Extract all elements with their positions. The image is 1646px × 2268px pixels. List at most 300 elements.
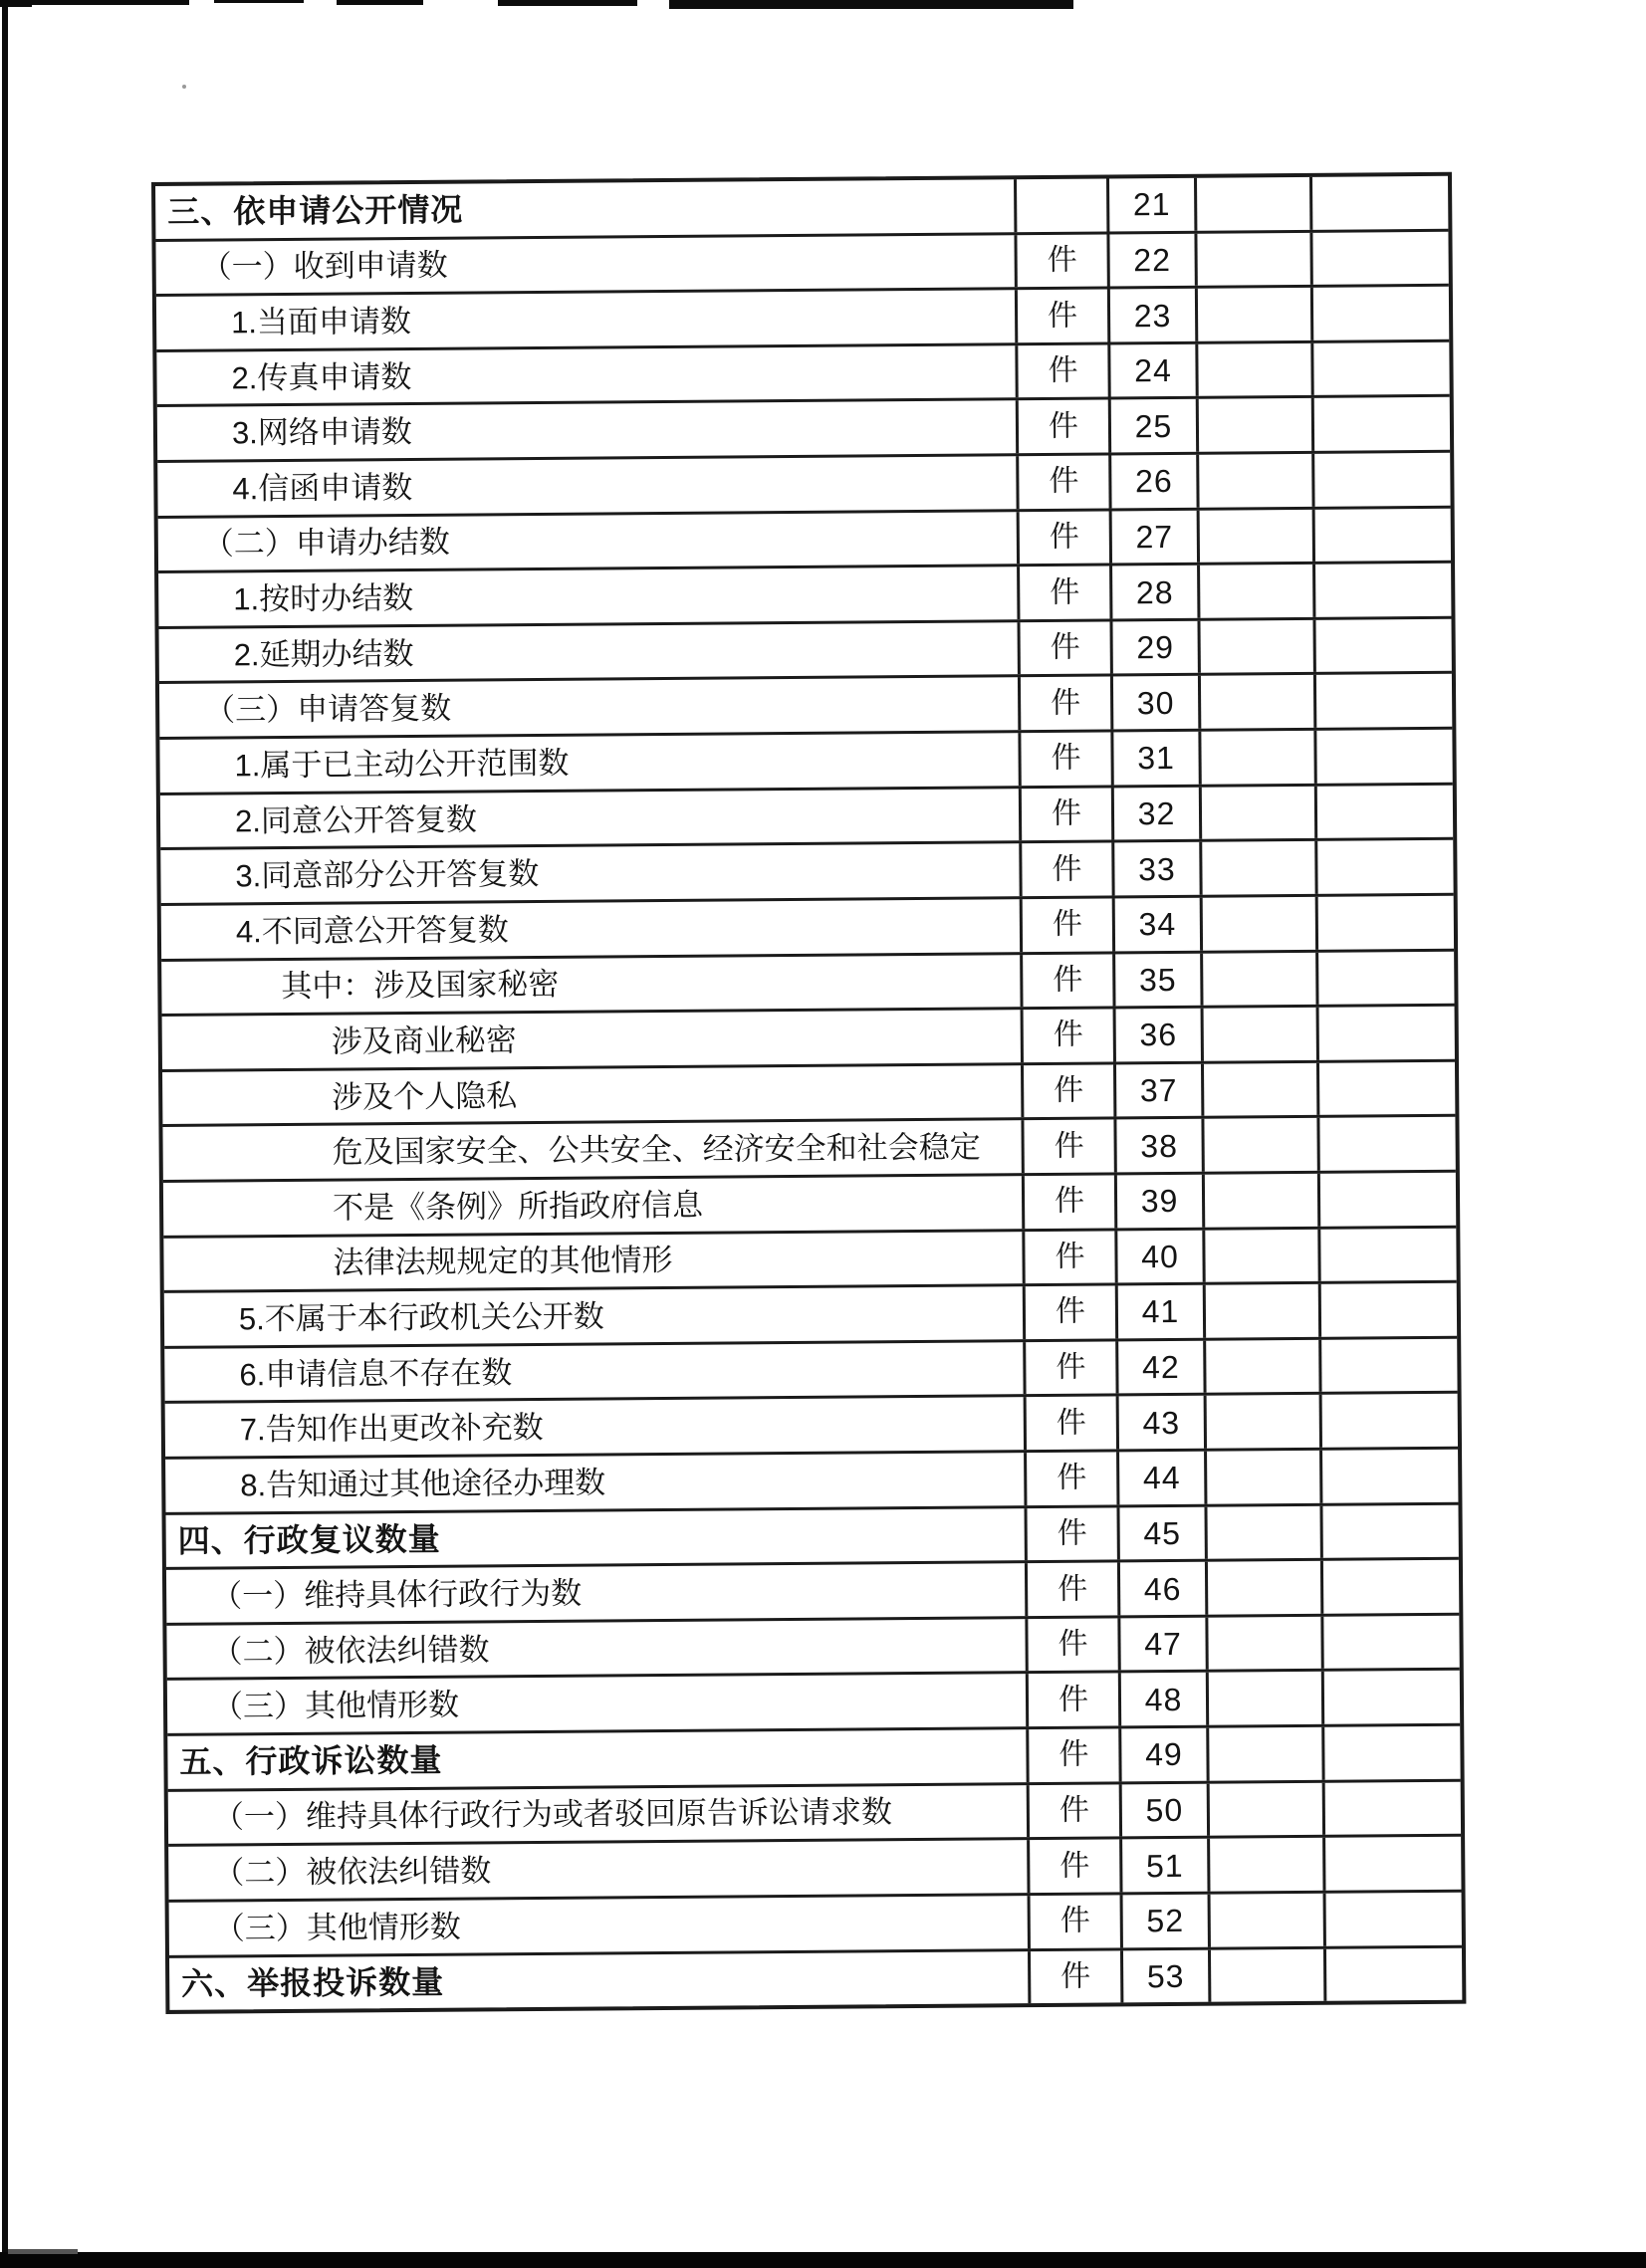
row-index-cell bbox=[1110, 289, 1198, 341]
table-row bbox=[160, 785, 1453, 850]
row-label-cell bbox=[166, 1508, 1028, 1567]
row-empty-cell-2 bbox=[1313, 287, 1449, 340]
row-empty-cell-1 bbox=[1200, 565, 1315, 618]
row-index-cell bbox=[1110, 344, 1198, 397]
row-index-cell bbox=[1122, 1783, 1210, 1836]
row-unit-cell bbox=[1024, 1120, 1116, 1173]
row-index: 23 bbox=[1133, 297, 1172, 334]
row-index-cell bbox=[1117, 1230, 1205, 1282]
row-label: 2.同意公开答复数 bbox=[234, 800, 478, 838]
row-label-cell bbox=[164, 1342, 1026, 1401]
row-empty-cell-1 bbox=[1200, 509, 1315, 563]
row-index: 34 bbox=[1138, 906, 1177, 943]
row-index-cell bbox=[1120, 1618, 1208, 1671]
row-label: 3.网络申请数 bbox=[231, 414, 412, 451]
table-row bbox=[156, 342, 1449, 408]
row-unit-cell bbox=[1028, 1618, 1120, 1671]
row-empty-cell-2 bbox=[1313, 342, 1449, 396]
row-index-cell bbox=[1120, 1562, 1208, 1615]
row-index: 44 bbox=[1142, 1460, 1181, 1496]
statistics-table bbox=[151, 172, 1466, 2014]
row-unit-cell bbox=[1019, 455, 1111, 508]
row-label: 3.同意部分公开答复数 bbox=[235, 856, 540, 894]
row-index-cell bbox=[1118, 1285, 1206, 1338]
row-empty-cell-1 bbox=[1198, 343, 1313, 397]
row-unit-cell bbox=[1022, 843, 1114, 896]
row-empty-cell-2 bbox=[1316, 674, 1452, 728]
scan-artifact-top-band bbox=[669, 0, 1073, 9]
row-label: 1.属于已主动公开范围数 bbox=[234, 745, 570, 784]
row-unit-cell bbox=[1027, 1452, 1119, 1504]
row-label-cell bbox=[156, 345, 1018, 404]
row-empty-cell-1 bbox=[1202, 787, 1317, 840]
row-empty-cell-2 bbox=[1320, 1228, 1456, 1281]
table-row bbox=[160, 840, 1453, 906]
table-row bbox=[169, 1893, 1462, 1958]
row-index-cell bbox=[1112, 510, 1200, 563]
row-index: 30 bbox=[1136, 684, 1175, 722]
row-empty-cell-1 bbox=[1205, 1174, 1320, 1228]
row-index: 51 bbox=[1145, 1847, 1184, 1884]
row-unit: 件 bbox=[1059, 1849, 1090, 1883]
row-unit-cell bbox=[1026, 1286, 1118, 1339]
row-empty-cell-1 bbox=[1211, 1948, 1326, 2002]
row-index-cell bbox=[1122, 1839, 1210, 1892]
row-unit: 件 bbox=[1060, 1959, 1091, 1993]
row-unit-cell bbox=[1029, 1728, 1121, 1781]
row-empty-cell-1 bbox=[1208, 1561, 1323, 1615]
row-unit: 件 bbox=[1058, 1738, 1089, 1772]
table-row bbox=[155, 176, 1448, 242]
row-label: （一）维持具体行政行为或者驳回原告诉讼请求数 bbox=[212, 1794, 893, 1836]
row-index: 26 bbox=[1134, 463, 1173, 500]
row-empty-cell-1 bbox=[1204, 1008, 1319, 1061]
row-index-cell bbox=[1123, 1949, 1211, 2002]
row-empty-cell-2 bbox=[1319, 1117, 1455, 1171]
row-label: 不是《条例》所指政府信息 bbox=[332, 1187, 704, 1226]
row-index: 41 bbox=[1141, 1293, 1180, 1330]
row-index: 36 bbox=[1139, 1017, 1178, 1053]
row-empty-cell-1 bbox=[1199, 398, 1314, 452]
row-unit: 件 bbox=[1055, 1295, 1086, 1329]
row-label: 涉及个人隐私 bbox=[332, 1077, 518, 1115]
row-index: 52 bbox=[1146, 1903, 1185, 1939]
table-row bbox=[157, 453, 1450, 519]
row-index-cell bbox=[1112, 566, 1200, 618]
row-label-cell bbox=[155, 179, 1017, 238]
table-row bbox=[162, 1117, 1455, 1183]
row-index: 40 bbox=[1141, 1238, 1179, 1275]
row-unit-cell bbox=[1027, 1507, 1119, 1560]
row-index-cell bbox=[1115, 898, 1203, 951]
row-unit-cell bbox=[1018, 290, 1110, 342]
table-row bbox=[159, 730, 1452, 795]
row-label-cell bbox=[162, 1121, 1024, 1180]
table-row bbox=[159, 674, 1452, 740]
row-unit: 件 bbox=[1051, 686, 1081, 720]
row-unit-cell bbox=[1029, 1674, 1121, 1726]
table-row bbox=[167, 1726, 1460, 1792]
row-index: 49 bbox=[1144, 1736, 1183, 1773]
row-label-cell bbox=[160, 789, 1022, 847]
row-empty-cell-2 bbox=[1317, 840, 1453, 894]
row-empty-cell-2 bbox=[1324, 1726, 1460, 1780]
row-label-cell bbox=[163, 1176, 1025, 1235]
row-label: （一）收到申请数 bbox=[200, 248, 448, 286]
scan-artifact-bottom-bar bbox=[0, 2252, 1646, 2268]
row-label-cell bbox=[157, 456, 1019, 515]
row-index: 45 bbox=[1143, 1514, 1182, 1552]
row-label-cell bbox=[155, 235, 1017, 294]
row-label-cell bbox=[157, 401, 1019, 460]
scan-artifact-top-band bbox=[498, 0, 637, 6]
table-row bbox=[164, 1339, 1457, 1405]
row-index-cell bbox=[1111, 399, 1199, 452]
row-label-cell bbox=[169, 1951, 1031, 2010]
row-empty-cell-1 bbox=[1201, 731, 1316, 785]
row-label: 涉及商业秘密 bbox=[331, 1022, 517, 1059]
row-empty-cell-1 bbox=[1210, 1838, 1325, 1892]
row-index: 42 bbox=[1141, 1349, 1180, 1386]
row-empty-cell-2 bbox=[1322, 1504, 1458, 1558]
row-empty-cell-2 bbox=[1323, 1616, 1459, 1670]
row-label: 2.延期办结数 bbox=[233, 635, 414, 673]
row-unit-cell bbox=[1025, 1175, 1117, 1228]
row-unit: 件 bbox=[1058, 1627, 1088, 1662]
row-unit-cell bbox=[1030, 1784, 1122, 1837]
row-unit-cell bbox=[1024, 1010, 1116, 1062]
row-empty-cell-1 bbox=[1201, 675, 1316, 729]
row-empty-cell-1 bbox=[1207, 1505, 1322, 1559]
row-empty-cell-1 bbox=[1203, 897, 1318, 951]
row-label: （三）其他情形数 bbox=[211, 1687, 460, 1724]
row-unit-cell bbox=[1031, 1950, 1123, 2003]
row-empty-cell-2 bbox=[1314, 397, 1450, 451]
table-row bbox=[165, 1394, 1458, 1460]
row-unit: 件 bbox=[1057, 1516, 1087, 1550]
row-label-cell bbox=[162, 1010, 1024, 1068]
row-unit-cell bbox=[1022, 788, 1114, 840]
row-empty-cell-2 bbox=[1326, 1893, 1462, 1946]
row-label-cell bbox=[169, 1896, 1031, 1954]
row-unit: 件 bbox=[1057, 1461, 1087, 1495]
row-empty-cell-2 bbox=[1320, 1173, 1456, 1227]
row-label: 五、行政诉讼数量 bbox=[179, 1742, 443, 1781]
row-empty-cell-2 bbox=[1315, 508, 1451, 562]
row-label-cell bbox=[163, 1232, 1025, 1290]
row-unit-cell bbox=[1023, 898, 1115, 951]
row-index-cell bbox=[1117, 1175, 1205, 1228]
row-unit-cell bbox=[1019, 400, 1111, 453]
table-row bbox=[156, 287, 1449, 352]
row-index-cell bbox=[1115, 953, 1203, 1006]
row-unit: 件 bbox=[1059, 1904, 1090, 1938]
row-unit-cell bbox=[1021, 677, 1113, 730]
row-empty-cell-2 bbox=[1326, 1947, 1462, 2001]
table-row bbox=[161, 896, 1454, 962]
row-unit: 件 bbox=[1047, 299, 1078, 333]
row-label: 5.不属于本行政机关公开数 bbox=[238, 1298, 604, 1337]
row-empty-cell-1 bbox=[1209, 1672, 1324, 1725]
row-label-cell bbox=[159, 733, 1021, 792]
row-label: 8.告知通过其他途径办理数 bbox=[240, 1465, 606, 1503]
table-row bbox=[166, 1560, 1459, 1626]
row-unit: 件 bbox=[1058, 1793, 1090, 1827]
row-index-cell bbox=[1114, 787, 1202, 839]
row-unit: 件 bbox=[1056, 1350, 1086, 1384]
row-unit: 件 bbox=[1047, 243, 1077, 277]
row-empty-cell-1 bbox=[1206, 1284, 1321, 1338]
row-unit: 件 bbox=[1054, 1073, 1084, 1107]
row-index: 25 bbox=[1134, 407, 1173, 444]
row-index-cell bbox=[1121, 1728, 1209, 1781]
row-empty-cell-2 bbox=[1325, 1837, 1461, 1891]
row-label: 1.按时办结数 bbox=[233, 580, 414, 617]
row-empty-cell-1 bbox=[1202, 841, 1317, 895]
row-label: 四、行政复议数量 bbox=[177, 1520, 441, 1559]
row-empty-cell-2 bbox=[1315, 619, 1451, 673]
table-row bbox=[163, 1173, 1456, 1239]
row-empty-cell-1 bbox=[1204, 1118, 1319, 1172]
row-unit: 件 bbox=[1049, 520, 1079, 554]
row-index-cell bbox=[1116, 1009, 1204, 1061]
row-unit-cell bbox=[1020, 567, 1112, 619]
row-empty-cell-1 bbox=[1197, 232, 1312, 286]
row-label-cell bbox=[162, 1065, 1024, 1124]
row-index-cell bbox=[1123, 1895, 1211, 1947]
row-unit-cell bbox=[1017, 178, 1109, 231]
row-index-cell bbox=[1121, 1673, 1209, 1725]
row-empty-cell-2 bbox=[1321, 1339, 1457, 1393]
table-row bbox=[166, 1504, 1459, 1570]
row-empty-cell-1 bbox=[1210, 1782, 1325, 1836]
row-label-cell bbox=[158, 512, 1020, 570]
row-index: 46 bbox=[1143, 1570, 1182, 1607]
table-row bbox=[165, 1450, 1458, 1515]
row-index: 50 bbox=[1145, 1791, 1184, 1829]
row-unit-cell bbox=[1018, 344, 1110, 397]
row-index: 29 bbox=[1136, 629, 1175, 666]
row-index: 35 bbox=[1138, 961, 1177, 999]
row-empty-cell-2 bbox=[1316, 730, 1452, 784]
row-unit: 件 bbox=[1054, 1184, 1085, 1219]
row-label: 危及国家安全、公共安全、经济安全和社会稳定 bbox=[332, 1129, 981, 1170]
row-empty-cell-1 bbox=[1206, 1340, 1321, 1394]
row-index: 33 bbox=[1138, 850, 1176, 887]
row-unit: 件 bbox=[1053, 963, 1083, 997]
row-empty-cell-2 bbox=[1324, 1671, 1460, 1724]
row-empty-cell-2 bbox=[1317, 785, 1453, 838]
row-index: 22 bbox=[1133, 241, 1172, 279]
row-empty-cell-2 bbox=[1322, 1450, 1458, 1503]
row-index-cell bbox=[1118, 1341, 1206, 1394]
row-label: 6.申请信息不存在数 bbox=[239, 1354, 513, 1392]
row-empty-cell-2 bbox=[1315, 564, 1451, 617]
row-label: 三、依申请公开情况 bbox=[167, 191, 464, 231]
row-empty-cell-2 bbox=[1321, 1283, 1457, 1337]
table-row bbox=[166, 1616, 1459, 1682]
row-empty-cell-2 bbox=[1322, 1394, 1458, 1448]
row-index: 31 bbox=[1137, 740, 1176, 777]
row-unit: 件 bbox=[1051, 796, 1082, 830]
row-unit-cell bbox=[1028, 1563, 1120, 1616]
row-label-cell bbox=[167, 1675, 1029, 1733]
row-index: 24 bbox=[1134, 352, 1172, 389]
row-empty-cell-1 bbox=[1207, 1395, 1322, 1449]
row-index-cell bbox=[1116, 1119, 1204, 1172]
row-label: （三）其他情形数 bbox=[213, 1909, 461, 1946]
table-row bbox=[168, 1837, 1461, 1903]
row-label-cell bbox=[159, 622, 1021, 681]
row-label: （二）申请办结数 bbox=[202, 525, 450, 563]
row-label-cell bbox=[168, 1840, 1030, 1899]
row-index-cell bbox=[1119, 1506, 1207, 1559]
row-label: 法律法规规定的其他情形 bbox=[333, 1243, 673, 1280]
row-label-cell bbox=[159, 678, 1021, 737]
row-empty-cell-1 bbox=[1199, 454, 1314, 508]
row-label-cell bbox=[158, 567, 1020, 625]
row-label: 7.告知作出更改补充数 bbox=[239, 1410, 544, 1448]
row-unit-cell bbox=[1024, 1064, 1116, 1117]
row-empty-cell-2 bbox=[1318, 951, 1454, 1005]
row-unit-cell bbox=[1021, 733, 1113, 786]
row-empty-cell-1 bbox=[1204, 1063, 1319, 1117]
row-index-cell bbox=[1111, 455, 1199, 508]
row-index-cell bbox=[1112, 621, 1200, 674]
row-unit-cell bbox=[1027, 1397, 1119, 1450]
table-row bbox=[163, 1228, 1456, 1293]
row-index: 43 bbox=[1142, 1404, 1181, 1441]
table-row bbox=[162, 1061, 1455, 1127]
row-empty-cell-1 bbox=[1203, 952, 1318, 1006]
row-label-cell bbox=[166, 1563, 1028, 1622]
row-index-cell bbox=[1109, 233, 1197, 286]
row-label: 其中：涉及国家秘密 bbox=[281, 967, 560, 1005]
row-unit-cell bbox=[1020, 621, 1112, 674]
row-index-cell bbox=[1109, 178, 1197, 231]
table-row bbox=[168, 1781, 1461, 1847]
row-empty-cell-1 bbox=[1200, 620, 1315, 674]
table-row bbox=[157, 397, 1450, 463]
row-empty-cell-2 bbox=[1318, 896, 1454, 950]
row-unit-cell bbox=[1026, 1341, 1118, 1394]
row-empty-cell-1 bbox=[1205, 1229, 1320, 1282]
row-unit: 件 bbox=[1053, 1019, 1083, 1052]
row-unit: 件 bbox=[1049, 465, 1079, 499]
row-unit: 件 bbox=[1048, 409, 1079, 443]
row-label-cell bbox=[160, 843, 1022, 902]
scan-artifact-top-band bbox=[337, 0, 423, 5]
row-index: 32 bbox=[1137, 794, 1176, 832]
row-index-cell bbox=[1119, 1396, 1207, 1449]
row-unit: 件 bbox=[1055, 1240, 1085, 1273]
row-index: 38 bbox=[1140, 1127, 1179, 1164]
row-empty-cell-2 bbox=[1312, 176, 1448, 230]
row-empty-cell-2 bbox=[1314, 453, 1450, 507]
table-row bbox=[161, 951, 1454, 1017]
row-index-cell bbox=[1113, 676, 1201, 729]
row-empty-cell-2 bbox=[1323, 1560, 1459, 1614]
row-unit-cell bbox=[1030, 1840, 1122, 1893]
row-empty-cell-1 bbox=[1207, 1451, 1322, 1504]
row-label-cell bbox=[165, 1398, 1027, 1457]
row-empty-cell-1 bbox=[1197, 177, 1312, 231]
table-row bbox=[155, 231, 1448, 297]
scan-artifact-left-line bbox=[2, 6, 8, 2254]
row-unit: 件 bbox=[1056, 1406, 1086, 1440]
row-index-cell bbox=[1114, 842, 1202, 895]
row-label-cell bbox=[164, 1286, 1026, 1345]
table-row bbox=[159, 619, 1452, 685]
row-label-cell bbox=[168, 1785, 1030, 1844]
row-unit-cell bbox=[1031, 1895, 1123, 1947]
row-unit: 件 bbox=[1051, 742, 1081, 776]
table-row bbox=[164, 1283, 1457, 1349]
row-index-cell bbox=[1119, 1452, 1207, 1504]
row-empty-cell-2 bbox=[1325, 1781, 1461, 1835]
row-unit: 件 bbox=[1052, 852, 1082, 886]
table-row bbox=[158, 564, 1451, 629]
row-index-cell bbox=[1113, 732, 1201, 785]
row-empty-cell-1 bbox=[1208, 1617, 1323, 1671]
row-index: 47 bbox=[1144, 1626, 1183, 1663]
row-label: 六、举报投诉数量 bbox=[181, 1963, 445, 2002]
row-label: （一）维持具体行政行为数 bbox=[211, 1575, 583, 1614]
row-index: 39 bbox=[1140, 1183, 1179, 1220]
row-unit: 件 bbox=[1050, 575, 1080, 609]
row-label: （二）被依法纠错数 bbox=[211, 1632, 490, 1670]
row-unit: 件 bbox=[1054, 1129, 1084, 1163]
row-unit-cell bbox=[1025, 1231, 1117, 1283]
table-row bbox=[169, 1947, 1462, 2010]
row-unit: 件 bbox=[1058, 1683, 1089, 1716]
row-label-cell bbox=[161, 955, 1023, 1014]
row-index: 27 bbox=[1135, 518, 1174, 556]
row-label-cell bbox=[167, 1729, 1029, 1788]
row-empty-cell-2 bbox=[1319, 1007, 1455, 1060]
table-row bbox=[162, 1007, 1455, 1072]
scan-artifact-bottom-bar-left bbox=[8, 2249, 78, 2254]
row-label: （三）申请答复数 bbox=[204, 690, 452, 728]
scan-artifact-top-band bbox=[25, 0, 189, 5]
row-index: 21 bbox=[1132, 186, 1171, 223]
row-index-cell bbox=[1116, 1063, 1204, 1116]
table-row bbox=[158, 508, 1451, 573]
row-unit: 件 bbox=[1052, 907, 1083, 942]
table-row bbox=[167, 1671, 1460, 1736]
row-unit-cell bbox=[1017, 234, 1109, 287]
row-index: 48 bbox=[1144, 1681, 1183, 1717]
row-empty-cell-2 bbox=[1319, 1061, 1455, 1115]
scan-artifact-top-band bbox=[214, 0, 304, 3]
row-index: 37 bbox=[1139, 1071, 1178, 1109]
row-label-cell bbox=[161, 899, 1023, 958]
row-empty-cell-2 bbox=[1312, 231, 1448, 285]
row-label: （二）被依法纠错数 bbox=[213, 1853, 492, 1891]
row-label: 4.不同意公开答复数 bbox=[235, 911, 509, 950]
scan-speck bbox=[182, 85, 186, 89]
row-index: 53 bbox=[1146, 1957, 1185, 1994]
row-unit-cell bbox=[1023, 954, 1115, 1007]
row-label: 2.传真申请数 bbox=[231, 358, 412, 395]
row-label-cell bbox=[165, 1453, 1027, 1511]
row-label-cell bbox=[156, 290, 1018, 348]
row-empty-cell-1 bbox=[1211, 1894, 1326, 1947]
row-unit-cell bbox=[1020, 511, 1112, 564]
row-unit: 件 bbox=[1050, 630, 1080, 665]
row-empty-cell-1 bbox=[1209, 1727, 1324, 1781]
row-label-cell bbox=[166, 1619, 1028, 1678]
